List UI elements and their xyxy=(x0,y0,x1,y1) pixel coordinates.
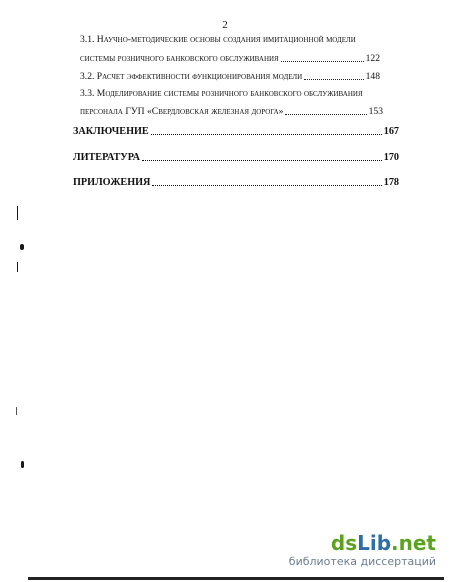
toc-3-3-row xyxy=(80,106,383,118)
scan-mark-dot xyxy=(21,461,24,468)
toc-leader xyxy=(142,160,382,161)
scan-mark-dot xyxy=(20,244,24,250)
toc-leader xyxy=(151,134,382,135)
toc-leader xyxy=(281,61,364,62)
toc-3-1-row xyxy=(80,53,380,65)
toc-appendices-page: 178 xyxy=(383,177,399,188)
toc-3-1-line2: системы розничного банковского обслуживания xyxy=(80,53,279,64)
logo-ds: ds xyxy=(330,531,358,555)
dslib-logo xyxy=(289,533,436,553)
toc-3-2-page: 148 xyxy=(365,71,380,82)
toc-leader xyxy=(304,79,363,80)
toc-conclusion-row xyxy=(73,126,399,138)
page-number: 2 xyxy=(222,19,228,31)
toc-3-3-line1: 3.3. Моделирование системы розничного банковского обслуживания xyxy=(80,88,363,99)
scan-bottom-edge xyxy=(28,577,444,580)
toc-literature-text: ЛИТЕРАТУРА xyxy=(73,152,141,163)
toc-3-3-line2: персонала ГУП «Свердловская железная дорога» xyxy=(80,106,284,117)
toc-3-2-text: 3.2. Расчет эффективности функционирования модели xyxy=(80,71,303,82)
toc-appendices-row xyxy=(73,177,399,189)
logo-net: .net xyxy=(391,531,436,555)
scan-mark-line xyxy=(16,407,17,415)
scan-mark-line xyxy=(17,206,18,220)
toc-appendices-text: ПРИЛОЖЕНИЯ xyxy=(73,177,151,188)
toc-conclusion-text: ЗАКЛЮЧЕНИЕ xyxy=(73,126,149,137)
toc-literature-page: 170 xyxy=(383,152,399,163)
dslib-subtitle: библиотека диссертаций xyxy=(288,555,436,568)
logo-lib: Lib xyxy=(357,531,392,555)
scan-mark-line xyxy=(17,262,18,272)
toc-3-1-line1: 3.1. Научно-методические основы создания имитационной модели xyxy=(80,34,356,45)
toc-conclusion-page: 167 xyxy=(383,126,399,137)
toc-literature-row xyxy=(73,152,399,164)
toc-leader xyxy=(285,114,366,115)
toc-leader xyxy=(152,185,381,186)
toc-3-2-row xyxy=(80,71,380,83)
dslib-watermark xyxy=(289,533,436,568)
toc-3-3-page: 153 xyxy=(368,106,383,117)
toc-3-1-page: 122 xyxy=(365,53,380,64)
